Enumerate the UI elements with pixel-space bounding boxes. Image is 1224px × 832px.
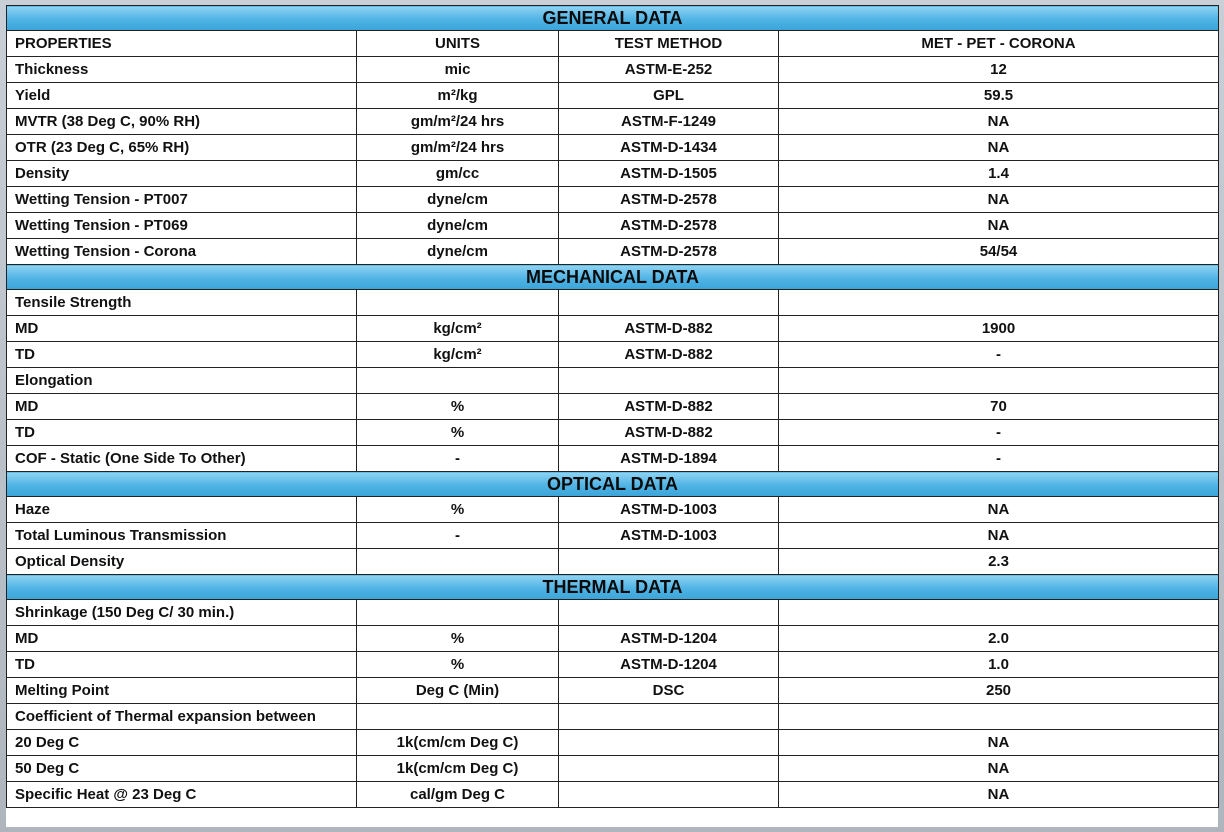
value-cell: 2.3 xyxy=(779,549,1219,575)
table-row xyxy=(7,497,1219,523)
value-cell: 59.5 xyxy=(779,83,1219,109)
table-row xyxy=(7,57,1219,83)
section-header-general xyxy=(7,6,1219,31)
property-cell: Tensile Strength xyxy=(7,290,357,316)
properties-table xyxy=(6,5,1219,808)
test-method-cell xyxy=(559,290,779,316)
test-method-cell: ASTM-D-2578 xyxy=(559,187,779,213)
value-cell: 1.4 xyxy=(779,161,1219,187)
value-cell xyxy=(779,600,1219,626)
unit-cell: % xyxy=(357,394,559,420)
test-method-cell: DSC xyxy=(559,678,779,704)
unit-cell xyxy=(357,600,559,626)
unit-cell: % xyxy=(357,652,559,678)
section-header-mechanical xyxy=(7,265,1219,290)
section-title-thermal: THERMAL DATA xyxy=(7,575,1219,600)
test-method-cell: ASTM-D-1204 xyxy=(559,652,779,678)
table-row xyxy=(7,730,1219,756)
unit-cell xyxy=(357,368,559,394)
value-cell: NA xyxy=(779,782,1219,808)
test-method-cell xyxy=(559,756,779,782)
value-cell: NA xyxy=(779,730,1219,756)
test-method-cell: ASTM-D-1003 xyxy=(559,523,779,549)
property-cell: Optical Density xyxy=(7,549,357,575)
unit-cell xyxy=(357,704,559,730)
table-row xyxy=(7,213,1219,239)
property-cell: Density xyxy=(7,161,357,187)
test-method-cell xyxy=(559,782,779,808)
header-test-method: TEST METHOD xyxy=(559,31,779,57)
value-cell: NA xyxy=(779,187,1219,213)
table-row xyxy=(7,782,1219,808)
table-row xyxy=(7,756,1219,782)
value-cell: 250 xyxy=(779,678,1219,704)
unit-cell: dyne/cm xyxy=(357,187,559,213)
table-row xyxy=(7,678,1219,704)
unit-cell: mic xyxy=(357,57,559,83)
section-title-optical: OPTICAL DATA xyxy=(7,472,1219,497)
value-cell: NA xyxy=(779,523,1219,549)
value-cell: 70 xyxy=(779,394,1219,420)
unit-cell: - xyxy=(357,523,559,549)
table-row xyxy=(7,316,1219,342)
test-method-cell: ASTM-D-1003 xyxy=(559,497,779,523)
table-row xyxy=(7,239,1219,265)
test-method-cell: GPL xyxy=(559,83,779,109)
unit-cell xyxy=(357,549,559,575)
property-cell: Thickness xyxy=(7,57,357,83)
table-row xyxy=(7,549,1219,575)
test-method-cell xyxy=(559,704,779,730)
property-cell: TD xyxy=(7,342,357,368)
table-row xyxy=(7,704,1219,730)
section-header-thermal xyxy=(7,575,1219,600)
test-method-cell xyxy=(559,600,779,626)
test-method-cell: ASTM-E-252 xyxy=(559,57,779,83)
value-cell: - xyxy=(779,446,1219,472)
value-cell: 1900 xyxy=(779,316,1219,342)
unit-cell: 1k(cm/cm Deg C) xyxy=(357,756,559,782)
table-row xyxy=(7,135,1219,161)
unit-cell: cal/gm Deg C xyxy=(357,782,559,808)
property-cell: Coefficient of Thermal expansion between xyxy=(7,704,357,730)
property-cell: Yield xyxy=(7,83,357,109)
test-method-cell: ASTM-D-1434 xyxy=(559,135,779,161)
unit-cell: gm/m²/24 hrs xyxy=(357,109,559,135)
property-cell: TD xyxy=(7,652,357,678)
value-cell: - xyxy=(779,342,1219,368)
section-header-optical xyxy=(7,472,1219,497)
property-cell: MD xyxy=(7,394,357,420)
table-row xyxy=(7,523,1219,549)
test-method-cell: ASTM-D-882 xyxy=(559,394,779,420)
unit-cell: m²/kg xyxy=(357,83,559,109)
property-cell: Melting Point xyxy=(7,678,357,704)
unit-cell: 1k(cm/cm Deg C) xyxy=(357,730,559,756)
value-cell: NA xyxy=(779,756,1219,782)
property-cell: Specific Heat @ 23 Deg C xyxy=(7,782,357,808)
header-properties: PROPERTIES xyxy=(7,31,357,57)
test-method-cell: ASTM-D-2578 xyxy=(559,239,779,265)
property-cell: MD xyxy=(7,626,357,652)
table-row xyxy=(7,290,1219,316)
table-row xyxy=(7,446,1219,472)
unit-cell: dyne/cm xyxy=(357,213,559,239)
test-method-cell: ASTM-D-1204 xyxy=(559,626,779,652)
value-cell: NA xyxy=(779,109,1219,135)
section-title-general: GENERAL DATA xyxy=(7,6,1219,31)
property-cell: Elongation xyxy=(7,368,357,394)
property-cell: Wetting Tension - PT069 xyxy=(7,213,357,239)
test-method-cell xyxy=(559,368,779,394)
property-cell: MVTR (38 Deg C, 90% RH) xyxy=(7,109,357,135)
column-header-row xyxy=(7,31,1219,57)
property-cell: COF - Static (One Side To Other) xyxy=(7,446,357,472)
property-cell: Wetting Tension - PT007 xyxy=(7,187,357,213)
data-sheet xyxy=(6,5,1218,827)
table-row xyxy=(7,342,1219,368)
property-cell: MD xyxy=(7,316,357,342)
table-row xyxy=(7,600,1219,626)
property-cell: 50 Deg C xyxy=(7,756,357,782)
unit-cell: dyne/cm xyxy=(357,239,559,265)
table-row xyxy=(7,652,1219,678)
test-method-cell xyxy=(559,730,779,756)
header-units: UNITS xyxy=(357,31,559,57)
value-cell: NA xyxy=(779,497,1219,523)
table-row xyxy=(7,187,1219,213)
value-cell: - xyxy=(779,420,1219,446)
unit-cell: % xyxy=(357,497,559,523)
value-cell: 2.0 xyxy=(779,626,1219,652)
value-cell: NA xyxy=(779,213,1219,239)
value-cell xyxy=(779,704,1219,730)
table-row xyxy=(7,161,1219,187)
property-cell: Wetting Tension - Corona xyxy=(7,239,357,265)
table-row xyxy=(7,394,1219,420)
table-row xyxy=(7,368,1219,394)
test-method-cell: ASTM-D-882 xyxy=(559,342,779,368)
table-row xyxy=(7,109,1219,135)
header-product: MET - PET - CORONA xyxy=(779,31,1219,57)
property-cell: TD xyxy=(7,420,357,446)
value-cell xyxy=(779,368,1219,394)
unit-cell: kg/cm² xyxy=(357,316,559,342)
test-method-cell: ASTM-F-1249 xyxy=(559,109,779,135)
unit-cell xyxy=(357,290,559,316)
property-cell: Shrinkage (150 Deg C/ 30 min.) xyxy=(7,600,357,626)
test-method-cell: ASTM-D-882 xyxy=(559,420,779,446)
unit-cell: gm/m²/24 hrs xyxy=(357,135,559,161)
unit-cell: gm/cc xyxy=(357,161,559,187)
value-cell xyxy=(779,290,1219,316)
property-cell: OTR (23 Deg C, 65% RH) xyxy=(7,135,357,161)
value-cell: NA xyxy=(779,135,1219,161)
unit-cell: % xyxy=(357,420,559,446)
property-cell: Total Luminous Transmission xyxy=(7,523,357,549)
unit-cell: - xyxy=(357,446,559,472)
properties-table-body xyxy=(7,6,1219,808)
property-cell: 20 Deg C xyxy=(7,730,357,756)
test-method-cell xyxy=(559,549,779,575)
table-row xyxy=(7,420,1219,446)
test-method-cell: ASTM-D-1894 xyxy=(559,446,779,472)
property-cell: Haze xyxy=(7,497,357,523)
value-cell: 12 xyxy=(779,57,1219,83)
section-title-mechanical: MECHANICAL DATA xyxy=(7,265,1219,290)
table-row xyxy=(7,626,1219,652)
unit-cell: kg/cm² xyxy=(357,342,559,368)
value-cell: 54/54 xyxy=(779,239,1219,265)
test-method-cell: ASTM-D-1505 xyxy=(559,161,779,187)
test-method-cell: ASTM-D-2578 xyxy=(559,213,779,239)
value-cell: 1.0 xyxy=(779,652,1219,678)
test-method-cell: ASTM-D-882 xyxy=(559,316,779,342)
table-row xyxy=(7,83,1219,109)
unit-cell: % xyxy=(357,626,559,652)
unit-cell: Deg C (Min) xyxy=(357,678,559,704)
